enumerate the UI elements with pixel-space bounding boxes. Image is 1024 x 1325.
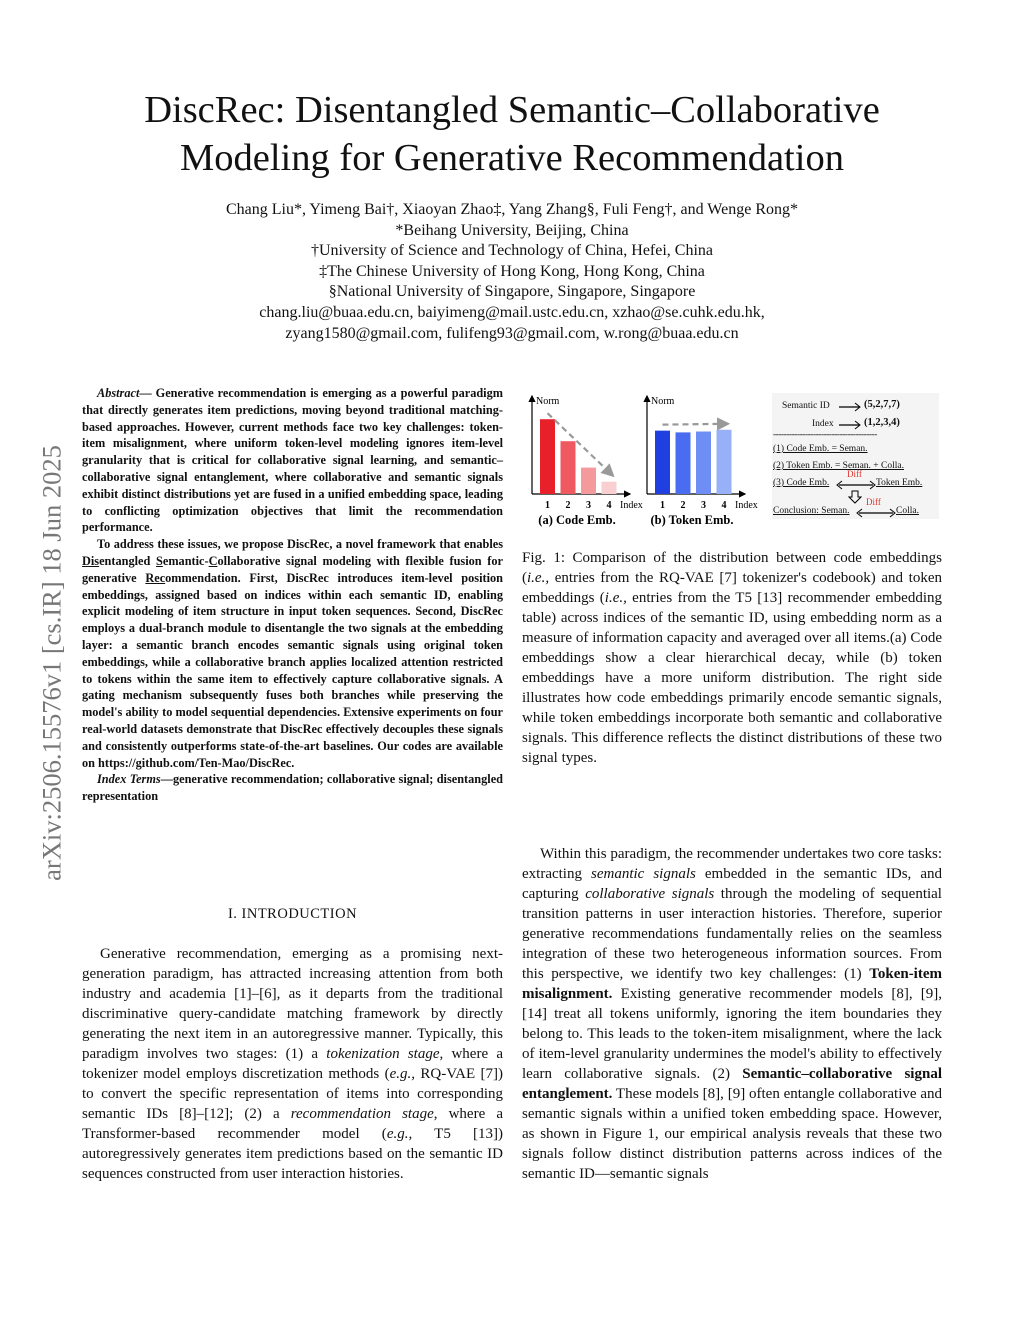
index-label: Index — [812, 419, 834, 429]
bar — [655, 431, 670, 494]
authors-line: Chang Liu*, Yimeng Bai†, Xiaoyan Zhao‡, Yang Zhang§, Fuli Feng†, and Wenge Rong* — [226, 201, 798, 218]
author-block — [0, 200, 1024, 344]
x-axis-label: Index — [735, 500, 758, 511]
legend-line-1: (1) Code Emb. = Seman. — [773, 444, 868, 454]
emails: zyang1580@gmail.com, fulifeng93@gmail.com, w.rong@buaa.edu.cn — [285, 324, 739, 342]
legend-line-3-right: Token Emb. — [876, 478, 923, 488]
semantic-id-value: (5,2,7,7) — [864, 399, 900, 410]
bar — [717, 430, 732, 494]
bar-charts — [522, 388, 772, 528]
index-value: (1,2,3,4) — [864, 417, 900, 428]
chart-title: (b) Token Emb. — [650, 513, 734, 527]
conclusion-right: Colla. — [896, 506, 919, 516]
affiliation: ‡The Chinese University of Hong Kong, Hong Kong, China — [319, 262, 705, 280]
down-arrow-icon — [848, 490, 862, 504]
bar — [581, 468, 596, 494]
affiliation: §National University of Singapore, Singapore, Singapore — [328, 283, 696, 301]
tick-label: 1 — [545, 500, 550, 511]
legend-line-3-left: (3) Code Emb. — [773, 478, 830, 488]
tick-label: 3 — [586, 500, 591, 511]
figure-legend — [772, 393, 939, 519]
paper-title: DiscRec: Disentangled Semantic–Collaborative Modeling for Generative Recommendation — [144, 89, 880, 179]
trend-line — [663, 424, 729, 425]
double-arrow-icon — [856, 508, 896, 518]
semantic-id-label: Semantic ID — [782, 401, 830, 411]
legend-divider: --------------------------------------- — [773, 430, 877, 440]
tick-label: 3 — [701, 500, 706, 511]
conclusion-left: Conclusion: Seman. — [773, 506, 850, 516]
arrow-icon — [839, 402, 861, 412]
intro-paragraph-left: Generative recommendation, emerging as a promising next-generation paradigm, has attracted increasing attention from both industry and academia [1]–[6], as it departs from the traditional discriminative query-candidate matching framework by directly generating the next item in an autoregressive manner. Typically, this paradigm involves two stages: (1) a tokenization stage, where a tokenizer model employs discretization methods (e.g., RQ-VAE [7]) to convert the specific representation of items into corresponding semantic IDs [8]–[12]; (2) a recommendation stage, where a Transformer-based recommender model (e.g., T5 [13]) autoregressively generates item predictions based on the semantic ID sequences constructed from user interaction histories. — [82, 946, 503, 1182]
tick-label: 2 — [680, 500, 686, 511]
abstract: Abstract— Generative recommendation is emerging as a powerful paradigm that directly generates item predictions, moving beyond traditional matching-based approaches. However, current methods face two key challenges: token-item misalignment, where uniform token-level modeling ignores item-level granularity that is critical for collaborative signal learning, and semantic–collaborative signal entanglement, where collaborative and semantic signals exhibit distinct distributions yet are fused in a unified embedding space, leading to conflicting optimization objectives that limit the recommendation performance. To address these issues, we propose DiscRec, a novel framework that enables Disentangled Semantic-Collaborative signal modeling with flexible fusion for generative Recommendation. First, DiscRec introduces item-level position embeddings, assigned based on indices within each semantic ID, enabling explicit modeling of item structure in input token sequences. Second, DiscRec employs a dual-branch module to disentangle the two signals at the embedding layer: a semantic branch encodes semantic signals using original token embeddings, while a collaborative branch applies localized attention restricted to tokens within the same item to effectively capture collaborative signals. A gating mechanism subsequently fuses both branches while preserving the model's ability to model sequential dependencies. Extensive experiments on four real-world datasets demonstrate that DiscRec effectively decouples these signals and consistently outperforms state-of-the-art baselines. Our codes are available on https://github.com/Ten-Mao/DiscRec. Index Terms—generative recommendation; collaborative signal; disentangled representation — [82, 386, 503, 804]
diff-label: Diff — [866, 497, 881, 507]
x-axis-label: Index — [620, 500, 643, 511]
chart-token-emb — [647, 396, 758, 527]
legend-line-2: (2) Token Emb. = Seman. + Colla. — [773, 461, 904, 471]
bar — [676, 432, 691, 494]
bar — [602, 482, 617, 494]
chart-title: (a) Code Emb. — [538, 513, 616, 527]
trend-line — [548, 413, 614, 475]
section-heading: I. INTRODUCTION — [227, 906, 358, 922]
bar — [696, 432, 711, 494]
tick-label: 4 — [606, 500, 612, 511]
tick-label: 4 — [721, 500, 727, 511]
emails: chang.liu@buaa.edu.cn, baiyimeng@mail.ustc.edu.cn, xzhao@se.cuhk.edu.hk, — [259, 303, 765, 321]
double-arrow-icon — [836, 480, 876, 490]
y-axis-label: Norm — [651, 396, 675, 407]
figure-caption: Fig. 1: Comparison of the distribution between code embeddings (i.e., entries from the RQ-VAE [7] tokenizer's codebook) and token embeddings (i.e., entries from the T5 [13] recommender embedding table) across indices of the semantic ID, using embedding norm as a measure of information capacity and averaged over all items.(a) Code embeddings show a clear hierarchical decay, while (b) token embeddings have a more uniform distribution. The right side illustrates how code embeddings primarily encode semantic signals, while token embeddings incorporate both semantic and collaborative signals. This difference reflects the distinct distributions of these two signal types. — [522, 550, 942, 766]
arrow-icon — [839, 420, 861, 430]
figure-1 — [522, 388, 942, 528]
y-axis-label: Norm — [536, 396, 560, 407]
affiliation: †University of Science and Technology of China, Hefei, China — [310, 242, 714, 260]
affiliation: *Beihang University, Beijing, China — [395, 221, 629, 239]
index-terms: Index Terms—generative recommendation; collaborative signal; disentangled representation — [82, 772, 503, 804]
diff-label: Diff — [847, 469, 862, 479]
bar — [540, 419, 555, 494]
chart-code-emb — [532, 396, 643, 527]
arxiv-side-label: arXiv:2506.15576v1 [cs.IR] 18 Jun 2025 — [36, 445, 67, 881]
intro-paragraph-right: Within this paradigm, the recommender undertakes two core tasks: extracting semantic signals embedded in the semantic IDs, and capturing collaborative signals through the modeling of sequential transition patterns in user interaction histories. Therefore, superior generative recommendations fundamentally relies on the seamless integration of these two heterogeneous information sources. From this perspective, we identify two key challenges: (1) Token-item misalignment. Existing generative recommender models [8], [9], [14] treat all tokens uniformly, ignoring the item boundaries they belong to. This leads to the token-item misalignment, where the lack of item-level granularity undermines the model's ability to effectively learn collaborative signals. (2) Semantic–collaborative signal entanglement. These models [8], [9] often entangle collaborative and semantic signals within a unified token embedding space. However, as shown in Figure 1, our empirical analysis reveals that these two signals follow distinct distribution patterns across indices of the semantic ID—semantic signals — [522, 846, 942, 1182]
tick-label: 1 — [660, 500, 665, 511]
bar — [561, 441, 576, 494]
tick-label: 2 — [565, 500, 571, 511]
